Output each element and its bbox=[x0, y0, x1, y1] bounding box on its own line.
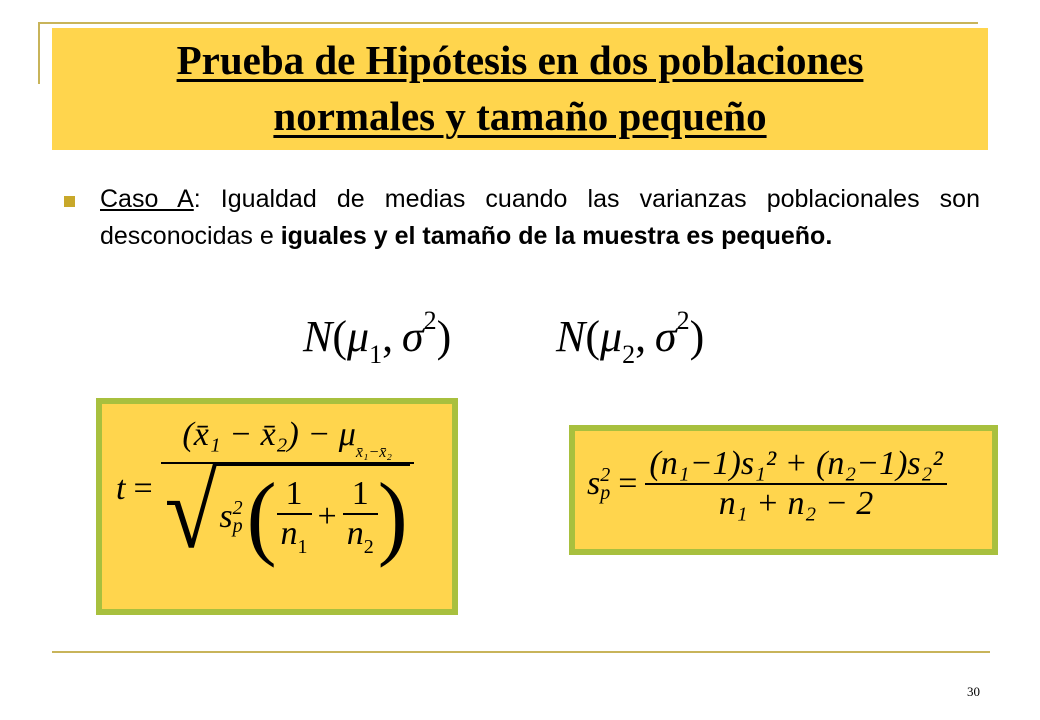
t-symbol: t bbox=[116, 470, 126, 507]
title-line-1: Prueba de Hipótesis en dos poblaciones bbox=[176, 37, 864, 83]
bullet-text bbox=[100, 181, 980, 255]
t-statistic-formula bbox=[116, 416, 414, 571]
bottom-rule bbox=[52, 651, 990, 653]
bullet-square-icon bbox=[64, 196, 75, 207]
one-over-n1: $\frac{1}{n_1}$ bbox=[277, 475, 312, 559]
case-label: Caso A bbox=[100, 185, 194, 213]
normal-distribution-2: $N(\mu_2$, $\sigma^2$) bbox=[556, 306, 705, 369]
pooled-variance-formula: s 2 p = $\frac{\text{(n₁−1)s₁² + (n₂−1)s₂²}}{\text{n₁ + n₂ − 2}}$ bbox=[587, 445, 947, 523]
bullet-plain-text: : Igualdad de medias cuando las varianzas poblacionales son desconocidas e bbox=[100, 185, 980, 250]
pooled-numerator: (n₁−1)s₁² + (n₂−1)s₂² bbox=[649, 445, 943, 482]
page-number: 30 bbox=[967, 684, 980, 699]
bullet-bold-text: iguales y el tamaño de la muestra es pequeño. bbox=[280, 222, 833, 250]
radical-icon: √ bbox=[164, 452, 218, 571]
pooled-variance-fraction bbox=[645, 445, 946, 523]
normal-distribution-1: $N(\mu_1$, $\sigma^2$) bbox=[303, 306, 452, 369]
square-root: √ s 2 p ( $\frac{1}{n_1}$ + $\frac{1}{n_2}$ ) bbox=[164, 452, 408, 571]
t-denominator bbox=[161, 452, 414, 571]
title-line-2: normales y tamaño pequeño bbox=[273, 93, 767, 139]
top-rule bbox=[38, 22, 978, 24]
one-over-n2: $\frac{1}{n_2}$ bbox=[343, 475, 378, 559]
left-rule bbox=[38, 22, 40, 84]
pooled-denominator: n₁ + n₂ − 2 bbox=[718, 485, 874, 522]
t-numerator: (x̄₁ − x̄₂) − $\mu_{x̄_1-x̄_2}$ bbox=[182, 416, 392, 461]
t-statistic-box bbox=[96, 398, 458, 615]
slide-title bbox=[52, 32, 988, 144]
t-equals: = bbox=[133, 470, 153, 507]
pooled-variance-box bbox=[569, 425, 998, 555]
t-fraction bbox=[161, 416, 414, 571]
